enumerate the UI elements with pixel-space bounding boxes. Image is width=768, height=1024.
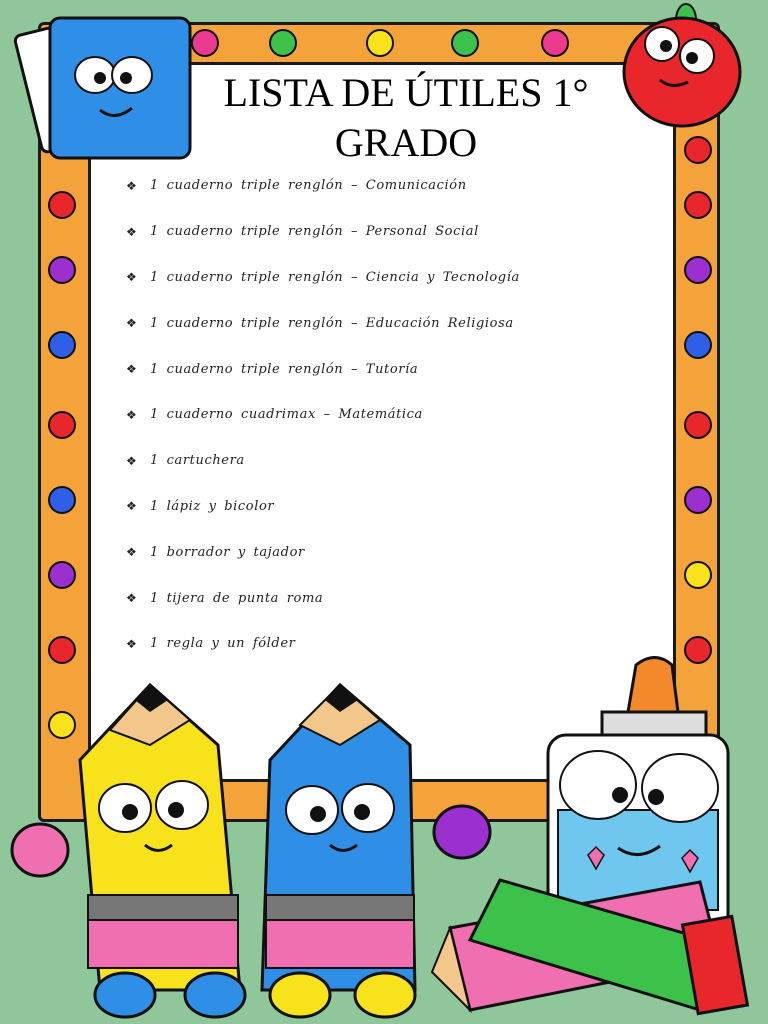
list-item bbox=[126, 300, 646, 346]
bullet-icon: ❖ bbox=[126, 316, 138, 331]
list-item-text: 1 cuaderno triple renglón – Educación Religiosa bbox=[150, 315, 514, 331]
list-item bbox=[126, 529, 646, 575]
page-title: LISTA DE ÚTILES 1° GRADO bbox=[223, 70, 589, 165]
bullet-icon: ❖ bbox=[126, 591, 138, 606]
list-item-text: 1 regla y un fólder bbox=[150, 636, 296, 652]
yellow-pencil-character bbox=[12, 685, 245, 1017]
list-item-text: 1 cuaderno triple renglón – Personal Social bbox=[150, 224, 479, 240]
supply-list bbox=[126, 163, 646, 667]
bullet-icon: ❖ bbox=[126, 453, 138, 468]
bullet-icon: ❖ bbox=[126, 407, 138, 422]
list-item bbox=[126, 484, 646, 530]
bullet-icon: ❖ bbox=[126, 545, 138, 560]
list-item-text: 1 cuaderno cuadrimax – Matemática bbox=[150, 407, 423, 423]
list-item bbox=[126, 392, 646, 438]
bullet-icon: ❖ bbox=[126, 270, 138, 285]
list-item bbox=[126, 255, 646, 301]
list-item bbox=[126, 346, 646, 392]
list-item bbox=[126, 621, 646, 667]
bullet-icon: ❖ bbox=[126, 224, 138, 239]
list-item bbox=[126, 575, 646, 621]
list-item-text: 1 cartuchera bbox=[150, 453, 245, 469]
list-item-text: 1 cuaderno triple renglón – Tutoría bbox=[150, 361, 419, 377]
list-item-text: 1 lápiz y bicolor bbox=[150, 498, 275, 514]
list-item-text: 1 borrador y tajador bbox=[150, 544, 305, 560]
list-item bbox=[126, 438, 646, 484]
list-item bbox=[126, 209, 646, 255]
bullet-icon: ❖ bbox=[126, 499, 138, 514]
list-item-text: 1 cuaderno triple renglón – Ciencia y Tecnología bbox=[150, 269, 520, 285]
bullet-icon: ❖ bbox=[126, 178, 138, 193]
list-item-text: 1 cuaderno triple renglón – Comunicación bbox=[150, 178, 467, 194]
list-item bbox=[126, 163, 646, 209]
bullet-icon: ❖ bbox=[126, 636, 138, 651]
list-item-text: 1 tijera de punta roma bbox=[150, 590, 324, 606]
bullet-icon: ❖ bbox=[126, 362, 138, 377]
